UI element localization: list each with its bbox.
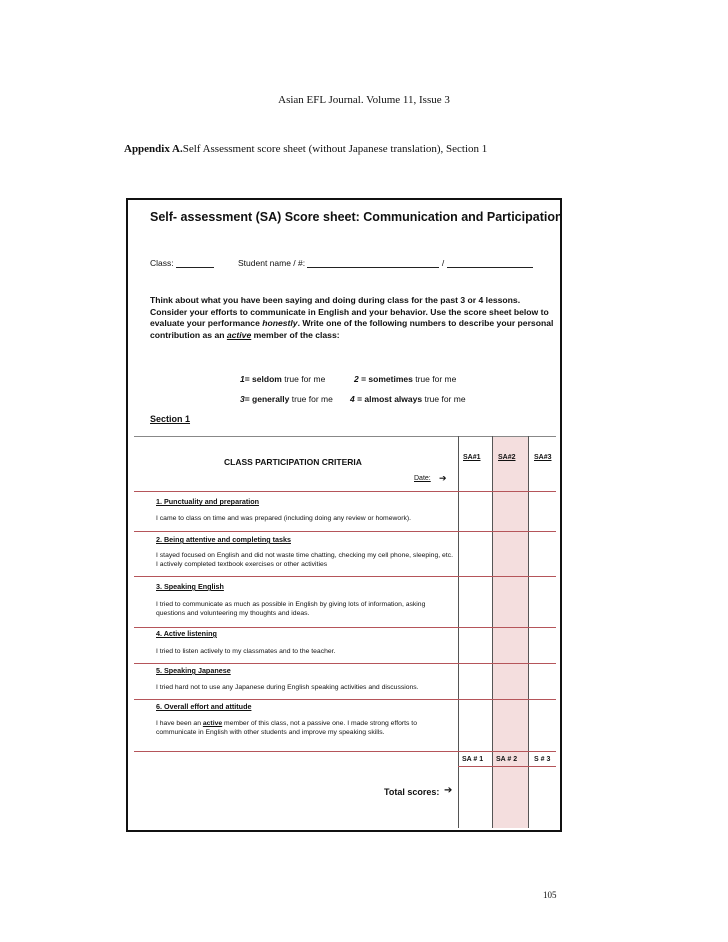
criterion-6-text-part: I have been an <box>156 720 203 727</box>
sa1-footer: SA # 1 <box>462 756 484 763</box>
scale-tail: true for me <box>291 394 333 404</box>
criterion-3-title: 3. Speaking English <box>156 582 224 591</box>
class-label: Class: <box>150 258 174 268</box>
instructions-emphasis: honestly <box>262 318 298 329</box>
instructions <box>150 295 558 341</box>
criterion-1-title: 1. Punctuality and preparation <box>156 497 260 506</box>
instructions-part: . Write one of the following numbers to describe your personal contribution as an <box>150 318 554 340</box>
scale-text: = seldom <box>244 374 282 384</box>
instructions-part: member of the class: <box>251 329 340 340</box>
date-arrow-icon: ➔ <box>439 473 447 483</box>
instructions-emphasis: active <box>226 329 252 340</box>
row-divider <box>134 751 556 752</box>
student-number-blank <box>447 258 533 268</box>
scale-text: = almost always <box>357 394 423 404</box>
appendix-caption <box>124 143 487 155</box>
scale-1 <box>240 374 325 384</box>
appendix-text: Self Assessment score sheet (without Japanese translation), Section 1 <box>182 143 488 155</box>
criterion-4-text: I tried to listen actively to my classmates and to the teacher. <box>156 648 336 655</box>
sa3-header: SA#3 <box>534 454 552 461</box>
student-field <box>238 258 533 268</box>
criteria-table <box>134 436 556 828</box>
criterion-2-title: 2. Being attentive and completing tasks <box>156 535 291 544</box>
column-divider <box>492 436 493 828</box>
scale-tail: true for me <box>415 374 457 384</box>
student-slash: / <box>441 258 445 268</box>
criterion-2-text: I stayed focused on English and did not waste time chatting, checking my cell phone, sleeping, etc. I actively completed textbook exercises or other activities <box>156 552 453 568</box>
column-divider <box>528 436 529 828</box>
criterion-1-text: I came to class on time and was prepared (including doing any review or homework). <box>156 515 412 522</box>
scale-3 <box>240 394 333 404</box>
section-label: Section 1 <box>150 414 191 424</box>
score-sheet-image <box>126 198 562 832</box>
scale-tail: true for me <box>284 374 326 384</box>
total-arrow-icon: ➔ <box>444 785 453 796</box>
sa3-footer: S # 3 <box>534 756 551 763</box>
scale-text: = sometimes <box>361 374 413 384</box>
class-field <box>150 258 214 268</box>
scale-text: = generally <box>244 394 290 404</box>
row-divider <box>134 576 556 577</box>
footer-divider <box>458 766 556 767</box>
scale-num: 3 <box>240 394 245 404</box>
sheet-title: Self- assessment (SA) Score sheet: Communication and Participation <box>150 210 563 224</box>
sa2-header: SA#2 <box>498 454 516 461</box>
scale-num: 4 <box>350 394 355 404</box>
scale-2 <box>354 374 456 384</box>
row-divider <box>134 663 556 664</box>
criterion-6-title: 6. Overall effort and attitude <box>156 702 252 711</box>
criteria-title: CLASS PARTICIPATION CRITERIA <box>224 457 362 467</box>
class-blank <box>176 258 214 268</box>
student-label: Student name / #: <box>238 258 306 268</box>
scale-num: 2 <box>354 374 359 384</box>
row-divider <box>134 531 556 532</box>
criterion-5-text: I tried hard not to use any Japanese during English speaking activities and discussions. <box>156 684 419 691</box>
criterion-3-text: I tried to communicate as much as possible in English by giving lots of information, asking questions and volunteering my thoughts and ideas. <box>156 601 426 617</box>
criterion-6-emphasis: active <box>202 720 223 727</box>
appendix-label: Appendix A. <box>124 143 183 155</box>
page-number: 105 <box>543 890 557 900</box>
row-divider <box>134 627 556 628</box>
criterion-4-title: 4. Active listening <box>156 629 217 638</box>
date-label: Date: <box>414 475 431 482</box>
student-name-blank <box>307 258 439 268</box>
column-divider <box>458 436 459 828</box>
row-divider <box>134 699 556 700</box>
row-divider <box>134 491 556 492</box>
journal-header: Asian EFL Journal. Volume 11, Issue 3 <box>278 94 450 106</box>
criterion-6-text-part: member of this class, not a passive one. I made strong efforts to communicate in English with other students and improve my speaking skills. <box>156 720 417 736</box>
scale-tail: true for me <box>424 394 466 404</box>
criterion-5-title: 5. Speaking Japanese <box>156 666 231 675</box>
total-scores-label: Total scores: <box>384 787 440 797</box>
sa1-header: SA#1 <box>463 454 481 461</box>
criterion-6-text <box>156 720 456 737</box>
instructions-part: Think about what you have been saying and doing during class for the past 3 or 4 lessons. Consider your efforts to communicate in English and your behavior. Use the score sheet below to evaluate your performance <box>150 295 549 329</box>
scale-num: 1 <box>240 374 245 384</box>
scale-4 <box>350 394 466 404</box>
sa2-footer: SA # 2 <box>496 756 518 763</box>
